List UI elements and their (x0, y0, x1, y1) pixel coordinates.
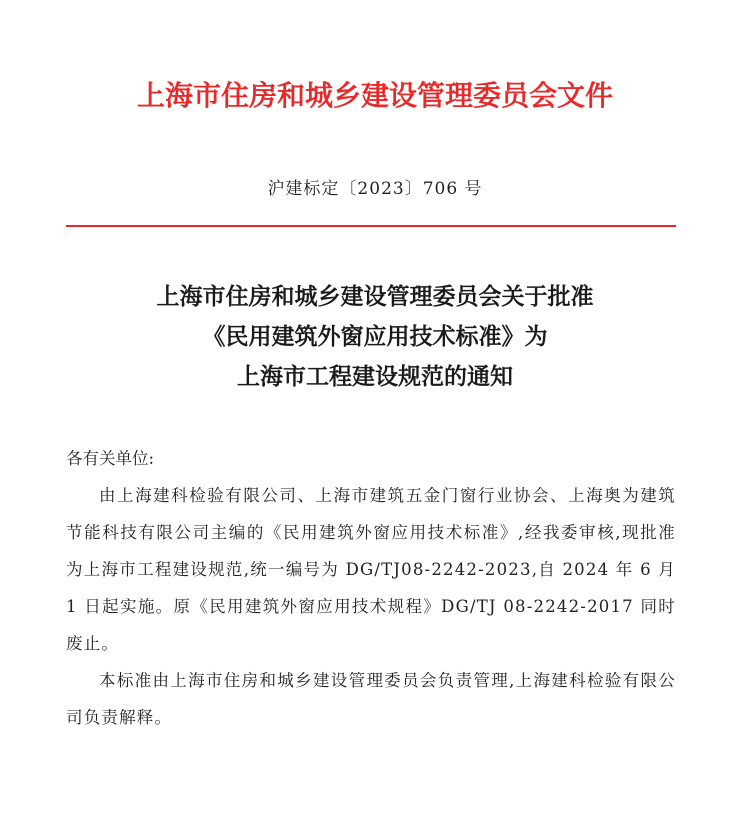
body-paragraph-2: 本标准由上海市住房和城乡建设管理委员会负责管理,上海建科检验有限公司负责解释。 (66, 671, 676, 727)
issuer-header: 上海市住房和城乡建设管理委员会文件 (136, 79, 613, 112)
salutation: 各有关单位: (66, 449, 155, 468)
document-number: 沪建标定〔2023〕706 号 (267, 179, 483, 199)
notice-body (66, 440, 676, 736)
notice-title (0, 277, 750, 397)
red-divider-line (66, 225, 676, 227)
notice-title-line-1: 上海市住房和城乡建设管理委员会关于批准 (156, 284, 594, 310)
notice-title-line-2: 《民用建筑外窗应用技术标准》为 (202, 324, 548, 350)
body-paragraph-1: 由上海建科检验有限公司、上海市建筑五金门窗行业协会、上海奥为建筑节能科技有限公司主编的《民用建筑外窗应用技术标准》,经我委审核,现批准为上海市工程建设规范,统一编号为 DG/TJ08-2242-2023,自 2024 年 6 月 1 日起实施。原《民用建筑外窗应用技术规程》DG/TJ 08-2242-2017 同时废止。 (66, 486, 676, 653)
notice-title-line-3: 上海市工程建设规范的通知 (237, 364, 513, 390)
